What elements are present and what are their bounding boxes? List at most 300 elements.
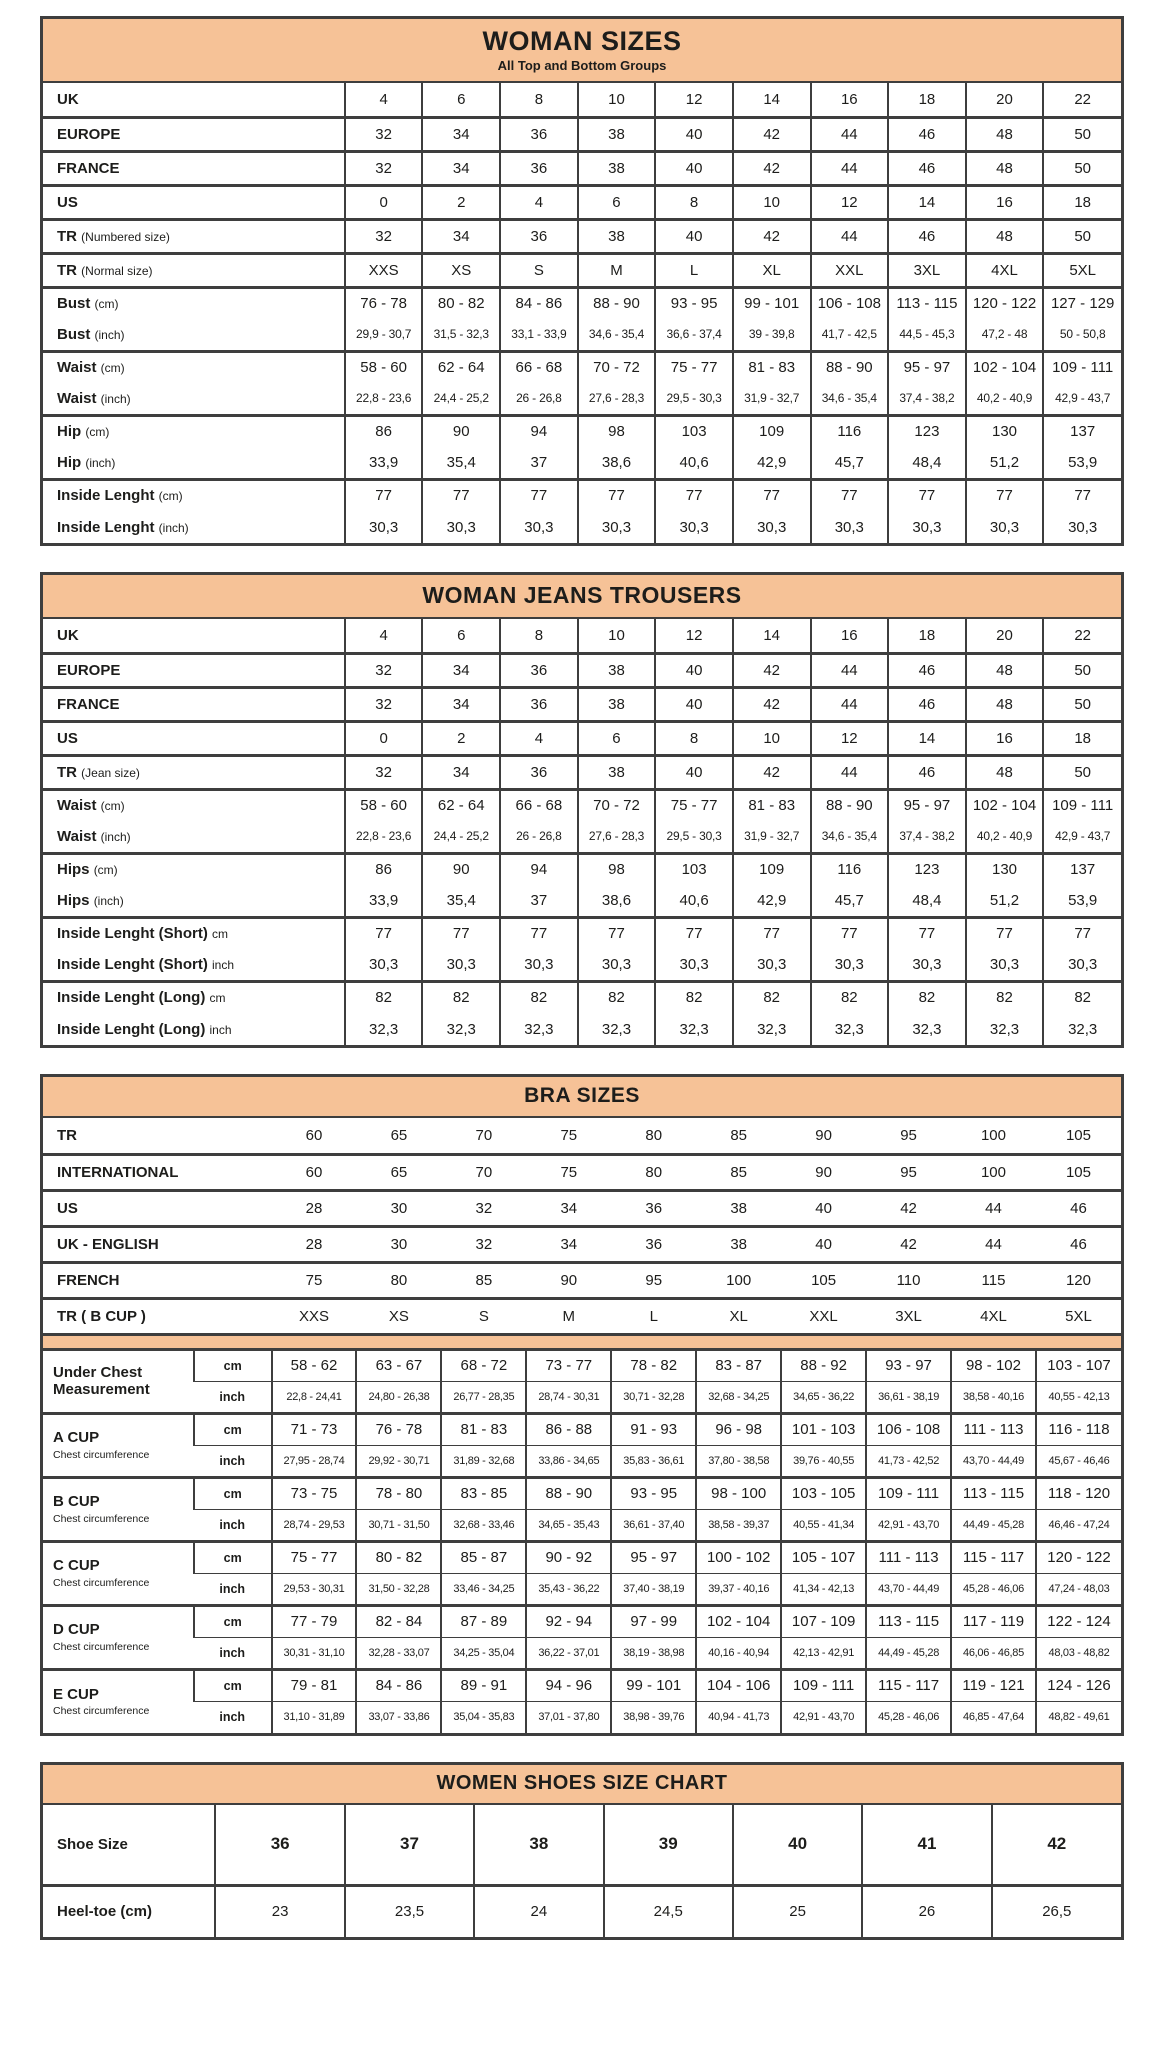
size-cell: 12 xyxy=(811,721,889,755)
size-cell: 32 xyxy=(345,653,423,687)
size-cell: 18 xyxy=(888,619,966,653)
size-cell: 29,92 - 30,71 xyxy=(356,1445,441,1477)
size-cell: 77 xyxy=(578,917,656,949)
size-cell: 90 xyxy=(781,1154,866,1190)
size-cell: 106 - 108 xyxy=(866,1413,951,1445)
size-cell: 50 xyxy=(1043,755,1121,789)
size-cell: 32,3 xyxy=(578,1013,656,1045)
size-cell: 48 xyxy=(966,755,1044,789)
size-cell: 40,94 - 41,73 xyxy=(696,1701,781,1733)
size-cell: 46,46 - 47,24 xyxy=(1036,1509,1121,1541)
size-cell: 40 xyxy=(655,653,733,687)
size-cell: 26 - 26,8 xyxy=(500,383,578,415)
size-cell: 113 - 115 xyxy=(866,1605,951,1637)
size-cell: 60 xyxy=(305,1126,323,1144)
size-cell: 46 xyxy=(888,653,966,687)
table-row xyxy=(43,287,1121,319)
size-cell: 40 xyxy=(781,1226,866,1262)
size-cell: 77 xyxy=(422,479,500,511)
bra-sizes-title: BRA SIZES xyxy=(524,1084,640,1107)
size-cell: 4 xyxy=(500,721,578,755)
size-cell: 70 - 72 xyxy=(578,789,656,821)
size-cell: 76 - 78 xyxy=(345,287,423,319)
size-cell: 86 xyxy=(345,853,423,885)
size-cell: 34 xyxy=(422,755,500,789)
size-cell: 45,7 xyxy=(811,885,889,917)
size-cell: 10 xyxy=(578,83,656,117)
table-row xyxy=(43,1541,1121,1573)
size-cell: 26 - 26,8 xyxy=(500,821,578,853)
unit-label: inch xyxy=(194,1445,272,1477)
size-cell: 109 xyxy=(733,415,811,447)
size-cell: 12 xyxy=(655,619,733,653)
size-cell: 32,3 xyxy=(655,1013,733,1045)
row-label-note: inch xyxy=(212,957,235,972)
size-cell: 81 - 83 xyxy=(733,351,811,383)
row-sublabel: Chest circumference xyxy=(53,1640,150,1653)
shoes-size-table xyxy=(40,1762,1124,1940)
size-cell: 36,61 - 38,19 xyxy=(866,1381,951,1413)
row-label: Bust (inch) xyxy=(57,325,125,343)
size-cell: 120 - 122 xyxy=(966,287,1044,319)
size-cell: 93 - 95 xyxy=(655,287,733,319)
size-cell: 31,9 - 32,7 xyxy=(733,383,811,415)
size-cell: 44,49 - 45,28 xyxy=(951,1509,1036,1541)
unit-label: cm xyxy=(194,1541,272,1573)
size-cell: 63 - 67 xyxy=(356,1349,441,1381)
size-cell: 30,3 xyxy=(500,511,578,543)
row-label-note: (inch) xyxy=(85,455,116,470)
size-cell: 30,3 xyxy=(733,949,811,981)
size-cell: 105 xyxy=(1036,1154,1121,1190)
row-label: Under Chest Measurement xyxy=(43,1349,194,1413)
size-cell: 42,9 - 43,7 xyxy=(1043,383,1121,415)
size-cell: 87 - 89 xyxy=(441,1605,526,1637)
size-cell: 40,6 xyxy=(655,447,733,479)
size-cell: 90 xyxy=(422,853,500,885)
size-cell: 94 xyxy=(500,415,578,447)
size-cell: 85 xyxy=(441,1262,526,1298)
size-cell: 122 - 124 xyxy=(1036,1605,1121,1637)
table-row xyxy=(43,1509,1121,1541)
size-cell: 32,68 - 33,46 xyxy=(441,1509,526,1541)
row-label: EUROPE xyxy=(43,117,345,151)
bra-sizes-table xyxy=(40,1074,1124,1736)
size-cell: 78 - 80 xyxy=(356,1477,441,1509)
size-cell: 109 - 111 xyxy=(781,1669,866,1701)
size-cell: 25 xyxy=(733,1885,862,1937)
size-cell: 37,40 - 38,19 xyxy=(611,1573,696,1605)
row-label: UK - ENGLISH xyxy=(43,1226,272,1262)
size-cell: 80 - 82 xyxy=(422,287,500,319)
row-label: TR (Normal size) xyxy=(43,253,345,287)
table-row xyxy=(43,885,1121,917)
size-cell: 103 xyxy=(655,853,733,885)
row-label: UK xyxy=(57,90,79,108)
size-cell: 66 - 68 xyxy=(500,789,578,821)
size-cell: 30,3 xyxy=(888,949,966,981)
size-cell: 44 xyxy=(951,1190,1036,1226)
size-cell: 123 xyxy=(888,415,966,447)
bra-sizes-grid xyxy=(43,1118,1121,1733)
row-sublabel: Chest circumference xyxy=(53,1705,150,1718)
size-cell: 5XL xyxy=(1043,253,1121,287)
row-label-note: cm xyxy=(209,991,226,1006)
size-cell: 40 xyxy=(781,1190,866,1226)
row-label-note: (Numbered size) xyxy=(81,229,170,244)
size-cell: 32,3 xyxy=(811,1013,889,1045)
size-cell: 88 - 90 xyxy=(811,351,889,383)
size-cell: 46 xyxy=(888,755,966,789)
size-cell: 33,9 xyxy=(345,885,423,917)
size-cell: 116 xyxy=(811,415,889,447)
size-cell: 34 xyxy=(422,687,500,721)
size-cell: 62 - 64 xyxy=(422,351,500,383)
size-cell: 75 xyxy=(526,1154,611,1190)
size-cell: 42 xyxy=(733,219,811,253)
size-cell: 58 - 60 xyxy=(345,351,423,383)
row-label: Bust (cm) xyxy=(43,287,345,319)
row-label: Hip (cm) xyxy=(43,415,345,447)
size-cell: 50 - 50,8 xyxy=(1043,319,1121,351)
row-label: B CUP Chest circumference xyxy=(43,1477,194,1541)
size-cell: 36 xyxy=(611,1190,696,1226)
table-row xyxy=(43,151,1121,185)
size-cell: 106 - 108 xyxy=(811,287,889,319)
row-label: Inside Lenght (Short) cm xyxy=(43,917,345,949)
size-cell: 14 xyxy=(733,83,811,117)
size-cell: 130 xyxy=(966,853,1044,885)
table-row xyxy=(43,619,1121,653)
size-cell: 4 xyxy=(345,83,423,117)
size-cell: 38,98 - 39,76 xyxy=(611,1701,696,1733)
size-cell: 4 xyxy=(345,619,423,653)
size-cell: 44 xyxy=(811,151,889,185)
size-cell: 39 - 39,8 xyxy=(733,319,811,351)
size-cell: 103 xyxy=(655,415,733,447)
size-cell: 44,49 - 45,28 xyxy=(866,1637,951,1669)
size-cell: 115 xyxy=(951,1262,1036,1298)
size-cell: 8 xyxy=(500,83,578,117)
size-cell: 44 xyxy=(951,1226,1036,1262)
size-cell: 38 xyxy=(696,1190,781,1226)
size-cell: 137 xyxy=(1043,853,1121,885)
size-cell: 70 xyxy=(441,1154,526,1190)
size-cell: 70 - 72 xyxy=(578,351,656,383)
size-cell: 81 - 83 xyxy=(733,789,811,821)
size-cell: XS xyxy=(422,253,500,287)
row-label: Hips (inch) xyxy=(57,891,124,909)
size-cell: 77 - 79 xyxy=(272,1605,357,1637)
table-row xyxy=(43,117,1121,151)
row-label-note: (cm) xyxy=(85,425,110,440)
size-cell: 40 xyxy=(655,687,733,721)
row-label: Waist (cm) xyxy=(43,789,345,821)
row-label: Inside Lenght (Long) inch xyxy=(57,1020,232,1038)
woman-sizes-grid xyxy=(43,83,1121,543)
size-cell: 39 xyxy=(604,1805,733,1885)
size-cell: 120 - 122 xyxy=(1036,1541,1121,1573)
size-cell: 109 - 111 xyxy=(1043,789,1121,821)
table-row xyxy=(43,1445,1121,1477)
size-cell: 37 xyxy=(345,1805,474,1885)
size-cell: 58 - 62 xyxy=(272,1349,357,1381)
size-cell: 27,6 - 28,3 xyxy=(578,821,656,853)
size-cell: 46 xyxy=(888,151,966,185)
row-label: FRANCE xyxy=(43,151,345,185)
size-cell: 109 xyxy=(733,853,811,885)
size-cell: 109 - 111 xyxy=(1043,351,1121,383)
size-cell: 51,2 xyxy=(966,447,1044,479)
size-cell: 36 xyxy=(215,1805,344,1885)
row-label: TR (Numbered size) xyxy=(43,219,345,253)
table-row xyxy=(43,219,1121,253)
row-label: INTERNATIONAL xyxy=(43,1154,272,1190)
unit-label: inch xyxy=(194,1381,272,1413)
size-cell: 38 xyxy=(578,219,656,253)
size-cell: 32,28 - 33,07 xyxy=(356,1637,441,1669)
size-cell: 42,9 xyxy=(733,447,811,479)
size-cell: 42 xyxy=(992,1805,1121,1885)
size-cell: 44 xyxy=(811,219,889,253)
size-cell: 77 xyxy=(500,479,578,511)
size-cell: 77 xyxy=(422,917,500,949)
unit-label: cm xyxy=(194,1349,272,1381)
size-cell: 8 xyxy=(500,619,578,653)
size-cell: 53,9 xyxy=(1043,447,1121,479)
size-cell: 32 xyxy=(345,687,423,721)
size-cell: 38 xyxy=(578,653,656,687)
size-cell: 38,58 - 39,37 xyxy=(696,1509,781,1541)
row-label: Heel-toe (cm) xyxy=(43,1885,215,1937)
size-cell: 31,9 - 32,7 xyxy=(733,821,811,853)
size-cell: 42,13 - 42,91 xyxy=(781,1637,866,1669)
size-cell: 82 xyxy=(1043,981,1121,1013)
size-cell: 33,07 - 33,86 xyxy=(356,1701,441,1733)
divider-strip xyxy=(43,1334,1121,1349)
table-row xyxy=(43,1190,1121,1226)
size-cell: 16 xyxy=(811,619,889,653)
size-cell: 33,9 xyxy=(345,447,423,479)
size-cell: 20 xyxy=(966,619,1044,653)
row-label: Inside Lenght (cm) xyxy=(43,479,345,511)
size-cell: 118 - 120 xyxy=(1036,1477,1121,1509)
size-cell: 32,3 xyxy=(733,1013,811,1045)
size-cell: 77 xyxy=(811,917,889,949)
size-cell: 18 xyxy=(1043,721,1121,755)
size-cell: 88 - 92 xyxy=(781,1349,866,1381)
size-cell: 99 - 101 xyxy=(611,1669,696,1701)
size-cell: 92 - 94 xyxy=(526,1605,611,1637)
size-cell: 48 xyxy=(966,151,1044,185)
size-cell: 22,8 - 23,6 xyxy=(345,821,423,853)
row-label: EUROPE xyxy=(43,653,345,687)
size-cell: 38 xyxy=(578,117,656,151)
size-cell: 85 xyxy=(696,1154,781,1190)
size-cell: 48,4 xyxy=(888,447,966,479)
size-cell: 109 - 111 xyxy=(866,1477,951,1509)
size-cell: 30,3 xyxy=(345,511,423,543)
size-cell: 37 xyxy=(500,447,578,479)
size-cell: 37,4 - 38,2 xyxy=(888,383,966,415)
unit-label: inch xyxy=(194,1573,272,1605)
size-cell: 30,71 - 32,28 xyxy=(611,1381,696,1413)
size-cell: 38,6 xyxy=(578,885,656,917)
size-cell: 100 xyxy=(951,1154,1036,1190)
size-cell: 32,3 xyxy=(422,1013,500,1045)
table-row xyxy=(43,821,1121,853)
size-cell: 91 - 93 xyxy=(611,1413,696,1445)
size-cell: 24,4 - 25,2 xyxy=(422,383,500,415)
size-cell: 70 xyxy=(475,1126,493,1144)
unit-label: cm xyxy=(194,1477,272,1509)
size-cell: L xyxy=(611,1298,696,1334)
size-cell: 33,46 - 34,25 xyxy=(441,1573,526,1605)
size-cell: 28 xyxy=(272,1226,357,1262)
size-cell: 6 xyxy=(578,185,656,219)
woman-sizes-title: WOMAN SIZES xyxy=(482,26,682,56)
size-cell: 26,77 - 28,35 xyxy=(441,1381,526,1413)
jeans-trousers-header xyxy=(43,575,1121,619)
size-cell: 4 xyxy=(500,185,578,219)
size-cell: 94 - 96 xyxy=(526,1669,611,1701)
table-row xyxy=(43,1118,1121,1154)
table-row xyxy=(43,351,1121,383)
row-sublabel: Chest circumference xyxy=(53,1512,150,1525)
table-row xyxy=(43,1013,1121,1045)
size-cell: 31,10 - 31,89 xyxy=(272,1701,357,1733)
size-cell: 58 - 60 xyxy=(345,789,423,821)
size-cell: 98 xyxy=(578,853,656,885)
size-cell: 77 xyxy=(345,479,423,511)
size-cell: 36 xyxy=(500,151,578,185)
size-cell: 46 xyxy=(1036,1226,1121,1262)
size-cell: 77 xyxy=(655,479,733,511)
row-label: US xyxy=(43,721,345,755)
size-cell: 79 - 81 xyxy=(272,1669,357,1701)
row-label: FRANCE xyxy=(43,687,345,721)
size-cell: 36 xyxy=(500,117,578,151)
size-cell: 32,3 xyxy=(500,1013,578,1045)
size-cell: 117 - 119 xyxy=(951,1605,1036,1637)
row-label-note: (inch) xyxy=(100,829,131,844)
size-cell: 38,58 - 40,16 xyxy=(951,1381,1036,1413)
size-cell: 30,3 xyxy=(422,949,500,981)
size-cell: 38 xyxy=(578,687,656,721)
row-label: UK xyxy=(57,626,79,644)
size-cell: 115 - 117 xyxy=(866,1669,951,1701)
size-cell: 66 - 68 xyxy=(500,351,578,383)
size-cell: 95 xyxy=(866,1154,951,1190)
size-cell: XL xyxy=(696,1298,781,1334)
size-cell: 12 xyxy=(655,83,733,117)
size-cell: 73 - 75 xyxy=(272,1477,357,1509)
size-cell: 30,71 - 31,50 xyxy=(356,1509,441,1541)
table-row xyxy=(43,1477,1121,1509)
size-cell: 38,6 xyxy=(578,447,656,479)
size-cell: 42 xyxy=(733,687,811,721)
size-cell: 0 xyxy=(345,185,423,219)
jeans-trousers-title: WOMAN JEANS TROUSERS xyxy=(422,582,742,608)
size-cell: 27,6 - 28,3 xyxy=(578,383,656,415)
size-cell: 10 xyxy=(733,185,811,219)
size-cell: 37 xyxy=(500,885,578,917)
table-row xyxy=(43,415,1121,447)
jeans-trousers-table xyxy=(40,572,1124,1048)
size-cell: 75 - 77 xyxy=(655,789,733,821)
size-cell: 26 xyxy=(862,1885,991,1937)
size-cell: 37,01 - 37,80 xyxy=(526,1701,611,1733)
size-cell: 32,3 xyxy=(345,1013,423,1045)
size-cell: 102 - 104 xyxy=(966,789,1044,821)
size-cell: 29,5 - 30,3 xyxy=(655,383,733,415)
size-cell: XS xyxy=(356,1298,441,1334)
size-cell: 32 xyxy=(345,219,423,253)
table-row xyxy=(43,1573,1121,1605)
size-cell: 77 xyxy=(733,917,811,949)
size-cell: 85 xyxy=(730,1126,748,1144)
size-cell: 103 - 105 xyxy=(781,1477,866,1509)
table-row xyxy=(43,185,1121,219)
size-cell: 98 xyxy=(578,415,656,447)
unit-label: cm xyxy=(194,1605,272,1637)
size-cell: 77 xyxy=(1043,479,1121,511)
size-cell: 90 - 92 xyxy=(526,1541,611,1573)
size-cell: 99 - 101 xyxy=(733,287,811,319)
size-cell: 34,65 - 35,43 xyxy=(526,1509,611,1541)
size-cell: 46,85 - 47,64 xyxy=(951,1701,1036,1733)
size-cell: 45,28 - 46,06 xyxy=(866,1701,951,1733)
size-cell: 42,91 - 43,70 xyxy=(781,1701,866,1733)
size-cell: 3XL xyxy=(888,253,966,287)
table-row xyxy=(43,687,1121,721)
size-cell: 34 xyxy=(422,117,500,151)
table-row xyxy=(43,1637,1121,1669)
size-cell: 42,91 - 43,70 xyxy=(866,1509,951,1541)
size-cell: 23,5 xyxy=(345,1885,474,1937)
jeans-trousers-grid xyxy=(43,619,1121,1045)
size-cell: 30,3 xyxy=(655,949,733,981)
size-cell: 77 xyxy=(345,917,423,949)
size-cell: 30 xyxy=(356,1226,441,1262)
size-cell: 30,3 xyxy=(811,511,889,543)
size-cell: 76 - 78 xyxy=(356,1413,441,1445)
size-cell: 42 xyxy=(733,755,811,789)
size-cell: 39,76 - 40,55 xyxy=(781,1445,866,1477)
size-cell: 120 xyxy=(1036,1262,1121,1298)
size-cell: 42 xyxy=(733,653,811,687)
size-cell: 36 xyxy=(500,219,578,253)
size-cell: 88 - 90 xyxy=(811,789,889,821)
size-cell: 36 xyxy=(500,687,578,721)
row-label: Hips (cm) xyxy=(43,853,345,885)
size-cell: 50 xyxy=(1043,687,1121,721)
size-cell: 33,86 - 34,65 xyxy=(526,1445,611,1477)
table-row xyxy=(43,1413,1121,1445)
size-cell: S xyxy=(441,1298,526,1334)
size-cell: 42 xyxy=(866,1190,951,1226)
table-row xyxy=(43,447,1121,479)
size-cell: XXL xyxy=(811,253,889,287)
row-label: Hip (inch) xyxy=(57,453,116,471)
size-cell: 26,5 xyxy=(992,1885,1121,1937)
size-cell: 8 xyxy=(655,721,733,755)
size-cell: 40,16 - 40,94 xyxy=(696,1637,781,1669)
size-cell: 36,61 - 37,40 xyxy=(611,1509,696,1541)
size-cell: 40 xyxy=(733,1805,862,1885)
size-cell: 102 - 104 xyxy=(696,1605,781,1637)
size-cell: 14 xyxy=(888,185,966,219)
